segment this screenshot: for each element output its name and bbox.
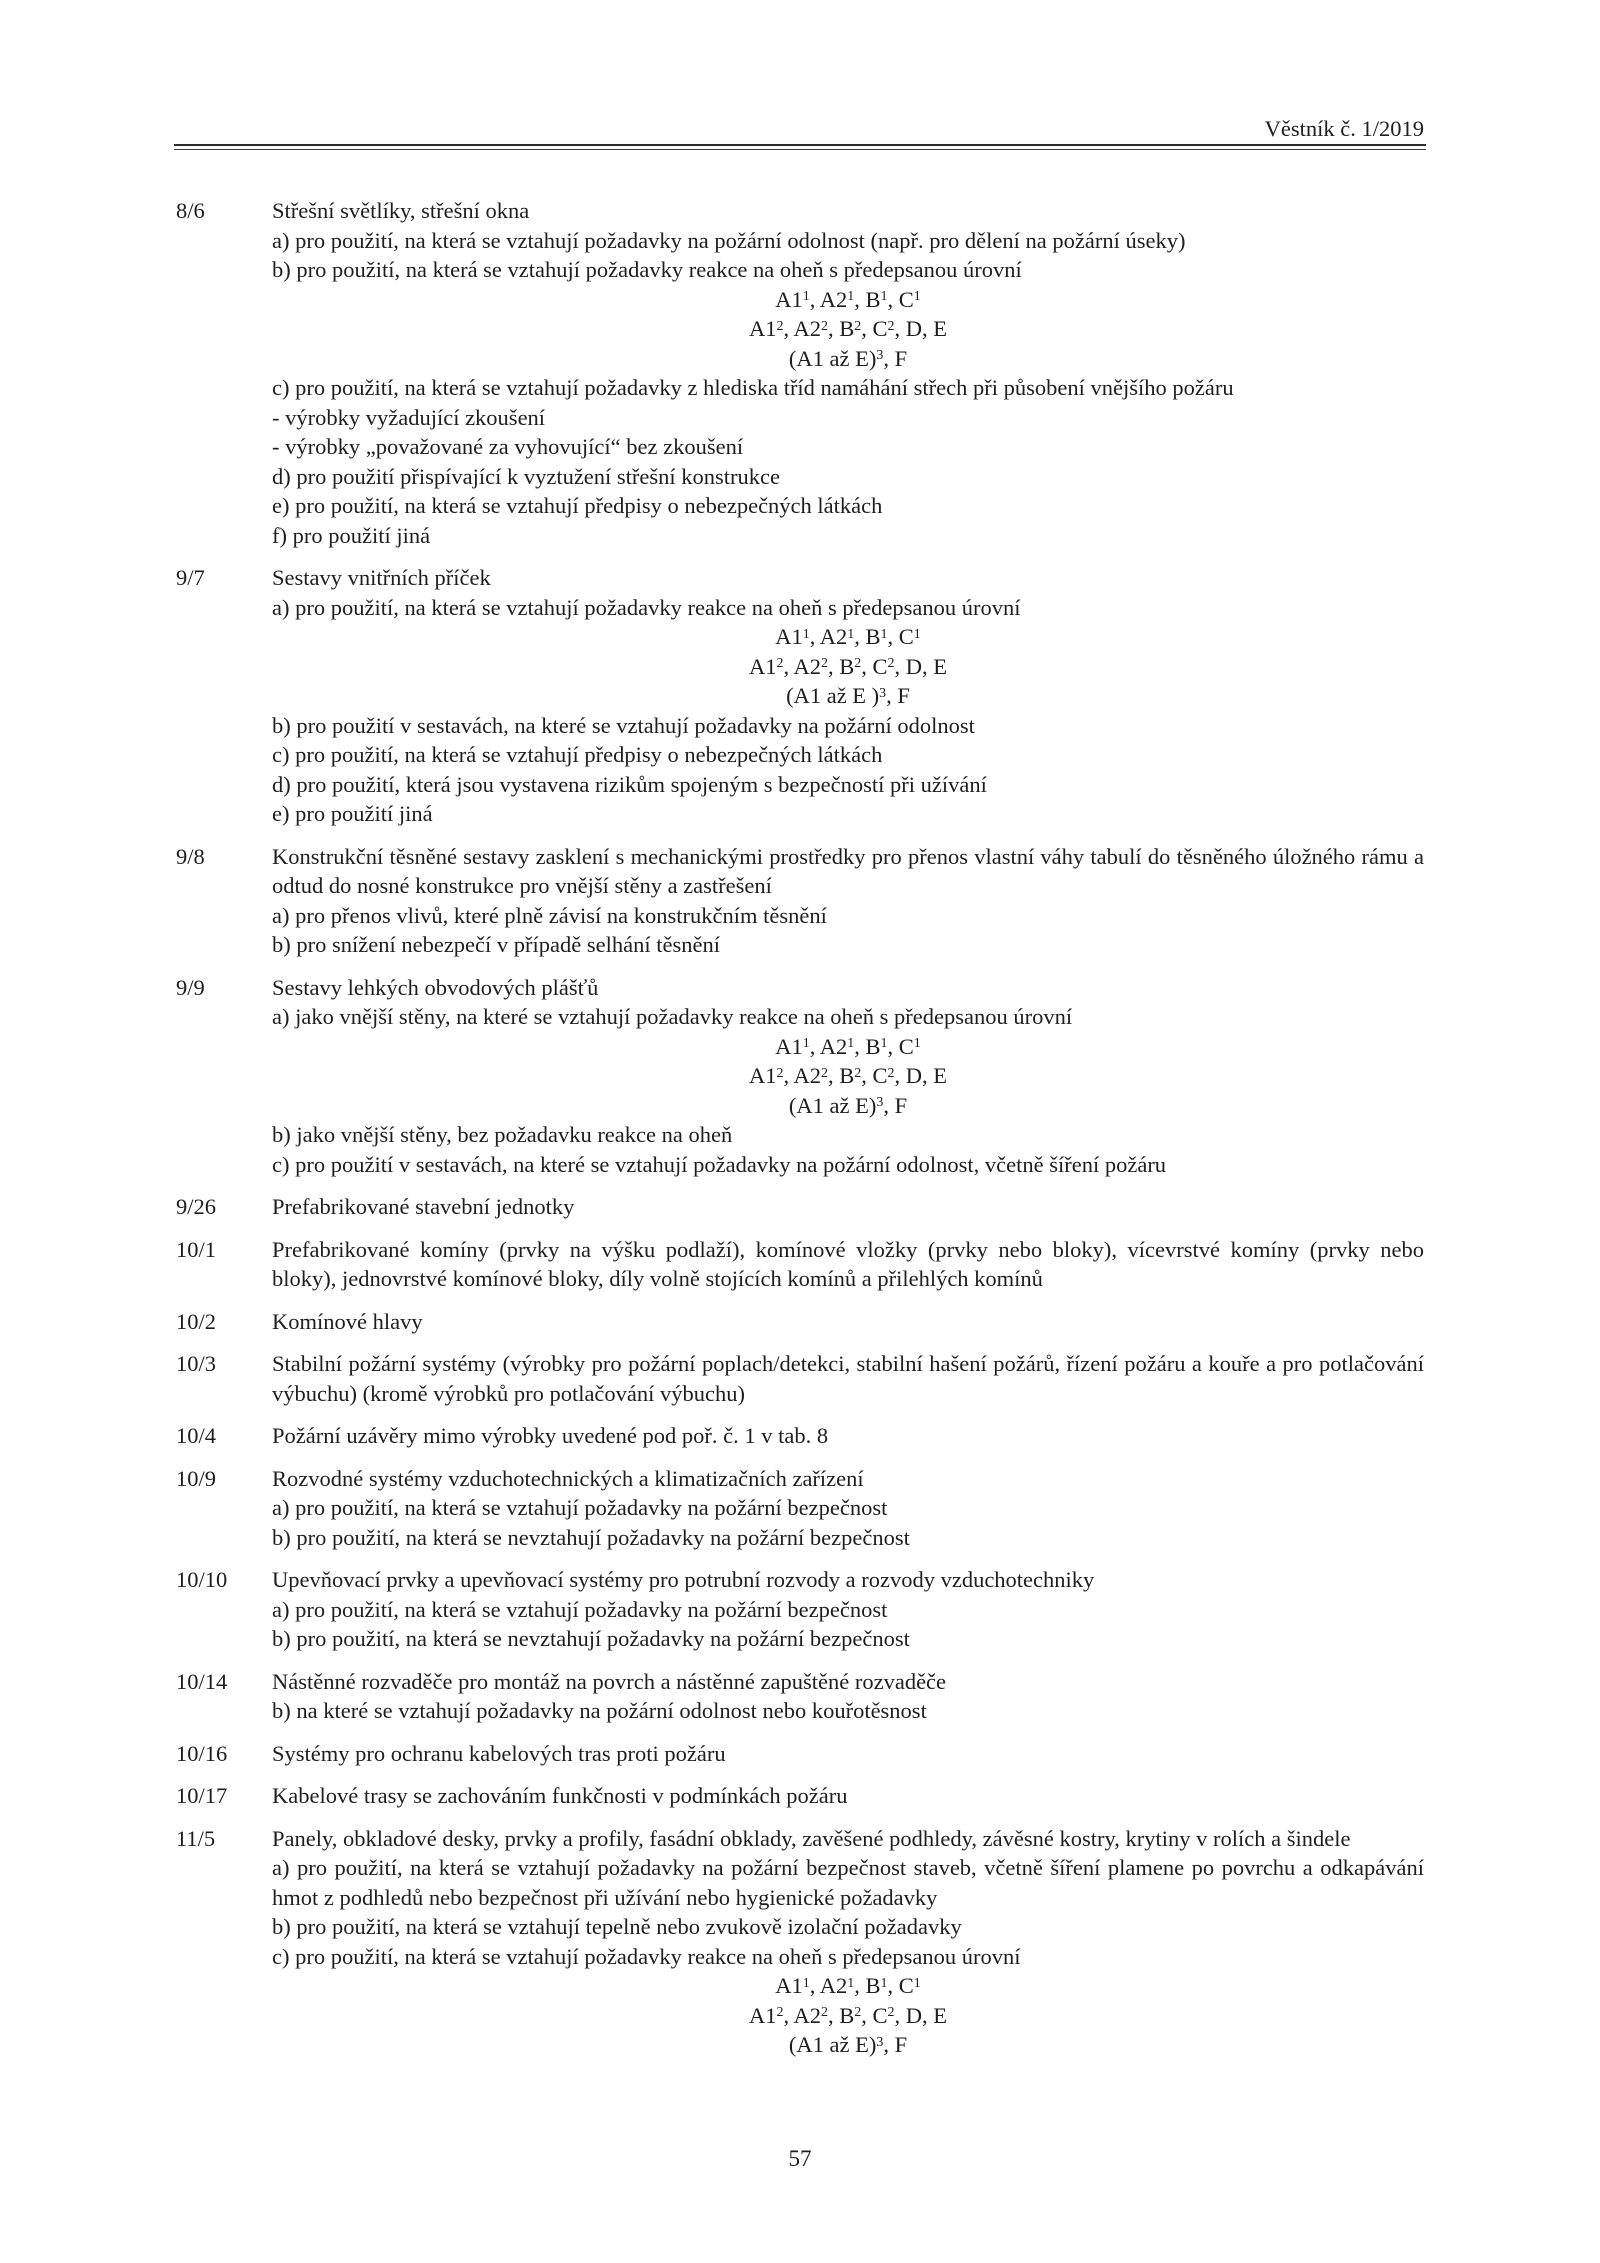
section-line: (A1 až E)$^3$, F [788, 345, 908, 371]
section-line: b) pro použití, na která se vztahují tepelně nebo zvukově izolační požadavky [272, 1914, 962, 1939]
section-number: 10/14 [176, 1668, 228, 1694]
section-line: c) pro použití, na která se vztahují požadavky reakce na oheň s předepsanou úrovní [272, 1943, 1021, 1969]
page-footer [0, 2146, 1600, 2172]
section-line: Komínové hlavy [272, 1308, 423, 1334]
section-body [272, 1464, 1424, 1553]
section-body [272, 1192, 1424, 1222]
section-line: $A1^2$, $A2^2$, $B^2$, $C^2$, D, E [749, 1063, 947, 1088]
section-line: a) pro použití, na která se vztahují požadavky reakce na oheň s předepsanou úrovní [272, 594, 1021, 620]
section-line: a) pro použití, na která se vztahují požadavky na požární bezpečnost staveb, včetně šíření plamene po povrchu a odkapávání hmot z podhledů nebo bezpečnost při užívání nebo hygienické požadavky [272, 1855, 1424, 1910]
section-line: e) pro použití, na která se vztahují předpisy o nebezpečných látkách [272, 493, 883, 518]
section-number: 8/6 [176, 198, 205, 223]
section-number: 9/26 [176, 1194, 217, 1219]
section-body [272, 973, 1424, 1180]
section-body [272, 1824, 1424, 2060]
section-number: 10/3 [176, 1351, 217, 1376]
section [176, 1307, 1424, 1337]
section [176, 1421, 1424, 1451]
section-number: 10/4 [176, 1423, 217, 1448]
section-line: Sestavy vnitřních příček [272, 565, 491, 590]
section-number: 11/5 [176, 1825, 216, 1851]
section-number: 9/7 [176, 565, 205, 590]
section [176, 1235, 1424, 1294]
section-body [272, 1235, 1424, 1294]
section-line: Kabelové trasy se zachováním funkčnosti v podmínkách požáru [272, 1783, 848, 1808]
section-body [272, 1565, 1424, 1654]
section-line: a) pro přenos vlivů, které plně závisí na konstrukčním těsnění [272, 902, 827, 928]
section-line: $A1^1$, $A2^1$, $B^1$, $C^1$ [775, 286, 921, 312]
section-body [272, 1739, 1424, 1769]
section-line: b) pro použití v sestavách, na které se vztahují požadavky na požární odolnost [272, 712, 975, 738]
section-number: 10/16 [176, 1740, 228, 1766]
section-line: Konstrukční těsněné sestavy zasklení s mechanickými prostředky pro přenos vlastní váhy tabulí do těsněného úložného rámu a odtud do nosné konstrukce pro vnější stěny a zastřešení [272, 843, 1424, 898]
section-body [272, 1349, 1424, 1408]
section-line: - výrobky vyžadující zkoušení [272, 404, 546, 430]
section-line: a) pro použití, na která se vztahují požadavky na požární bezpečnost [272, 1495, 888, 1520]
section-number: 10/2 [176, 1308, 217, 1334]
section-line: Prefabrikované komíny (prvky na výšku podlaží), komínové vložky (prvky nebo bloky), vícevrstvé komíny (prvky nebo bloky), jednovrstvé komínové bloky, díly volně stojících komínů a přilehlých komínů [272, 1236, 1424, 1291]
section-line: b) na které se vztahují požadavky na požární odolnost nebo kouřotěsnost [272, 1698, 927, 1723]
sections-container [176, 196, 1424, 2073]
section-line: Sestavy lehkých obvodových plášťů [272, 974, 599, 1000]
section [176, 1781, 1424, 1811]
section-line: (A1 až E )$^3$, F [786, 683, 910, 708]
section-line: c) pro použití, na která se vztahují předpisy o nebezpečných látkách [272, 742, 883, 767]
section [176, 973, 1424, 1180]
section-body [272, 1307, 1424, 1337]
section-line: d) pro použití přispívající k vyztužení střešní konstrukce [272, 463, 781, 489]
section [176, 842, 1424, 960]
section-line: e) pro použití jiná [272, 801, 433, 826]
section-line: c) pro použití, na která se vztahují požadavky z hlediska tříd namáhání střech při působení vnějšího požáru [272, 375, 1234, 400]
section-line: b) pro snížení nebezpečí v případě selhání těsnění [272, 932, 720, 957]
section [176, 1565, 1424, 1654]
section-line: $A1^2$, $A2^2$, $B^2$, $C^2$, D, E [749, 316, 947, 341]
section-line: b) pro použití, na která se vztahují požadavky reakce na oheň s předepsanou úrovní [272, 257, 1022, 282]
section-number: 10/17 [176, 1783, 228, 1808]
section [176, 1349, 1424, 1408]
section-line: Panely, obkladové desky, prvky a profily, fasádní obklady, zavěšené podhledy, závěsné kostry, krytiny v rolích a šindele [272, 1825, 1351, 1851]
section-number: 10/10 [176, 1567, 228, 1592]
section [176, 563, 1424, 829]
section-line: a) jako vnější stěny, na které se vztahují požadavky reakce na oheň s předepsanou úrovní [272, 1004, 1073, 1029]
section-line: $A1^2$, $A2^2$, $B^2$, $C^2$, D, E [749, 2002, 947, 2028]
section-line: Rozvodné systémy vzduchotechnických a klimatizačních zařízení [272, 1465, 864, 1491]
journal-title: Věstník č. 1/2019 [1264, 116, 1424, 141]
page-number: 57 [788, 2146, 812, 2171]
section-line: (A1 až E)$^3$, F [788, 1092, 908, 1118]
header-rule [174, 144, 1426, 150]
section-line: f) pro použití jiná [272, 522, 431, 548]
section-line: Prefabrikované stavební jednotky [272, 1194, 575, 1219]
section-body [272, 196, 1424, 550]
section-line: Systémy pro ochranu kabelových tras proti požáru [272, 1740, 726, 1766]
section-line: b) pro použití, na která se nevztahují požadavky na požární bezpečnost [272, 1626, 910, 1651]
section-line: d) pro použití, která jsou vystavena rizikům spojeným s bezpečností při užívání [272, 771, 987, 797]
section-body [272, 842, 1424, 960]
section-body [272, 1781, 1424, 1811]
section [176, 1667, 1424, 1726]
section-number: 9/9 [176, 974, 205, 1000]
section-line: $A1^1$, $A2^1$, $B^1$, $C^1$ [775, 624, 921, 649]
section-line: c) pro použití v sestavách, na které se vztahují požadavky na požární odolnost, včetně šíření požáru [272, 1151, 1167, 1177]
section-line: (A1 až E)$^3$, F [788, 2032, 908, 2057]
section-body [272, 1421, 1424, 1451]
section-number: 10/1 [176, 1236, 217, 1262]
section-line: Střešní světlíky, střešní okna [272, 198, 530, 223]
section-line: Požární uzávěry mimo výrobky uvedené pod poř. č. 1 v tab. 8 [272, 1423, 829, 1448]
section-line: b) pro použití, na která se nevztahují požadavky na požární bezpečnost [272, 1524, 910, 1550]
section-line: a) pro použití, na která se vztahují požadavky na požární odolnost (např. pro dělení na požární úseky) [272, 227, 1186, 253]
section-line: $A1^1$, $A2^1$, $B^1$, $C^1$ [775, 1973, 921, 1998]
section-body [272, 563, 1424, 829]
section-line: - výrobky „považované za vyhovující“ bez zkoušení [272, 434, 744, 459]
section [176, 1824, 1424, 2060]
section-line: Nástěnné rozvaděče pro montáž na povrch a nástěnné zapuštěné rozvaděče [272, 1668, 947, 1694]
section-line: $A1^1$, $A2^1$, $B^1$, $C^1$ [775, 1033, 921, 1059]
section-body [272, 1667, 1424, 1726]
section-number: 10/9 [176, 1465, 217, 1491]
section-line: Stabilní požární systémy (výrobky pro požární poplach/detekci, stabilní hašení požárů, řízení požáru a kouře a pro potlačování výbuchu) (kromě výrobků pro potlačování výbuchu) [272, 1351, 1424, 1406]
section [176, 1739, 1424, 1769]
section-line: b) jako vnější stěny, bez požadavku reakce na oheň [272, 1122, 733, 1147]
section [176, 196, 1424, 550]
section [176, 1192, 1424, 1222]
section-line: $A1^2$, $A2^2$, $B^2$, $C^2$, D, E [749, 653, 947, 679]
section-line: Upevňovací prvky a upevňovací systémy pro potrubní rozvody a rozvody vzduchotechniky [272, 1567, 1095, 1592]
section-number: 9/8 [176, 843, 205, 869]
section [176, 1464, 1424, 1553]
section-line: a) pro použití, na která se vztahují požadavky na požární bezpečnost [272, 1596, 888, 1622]
